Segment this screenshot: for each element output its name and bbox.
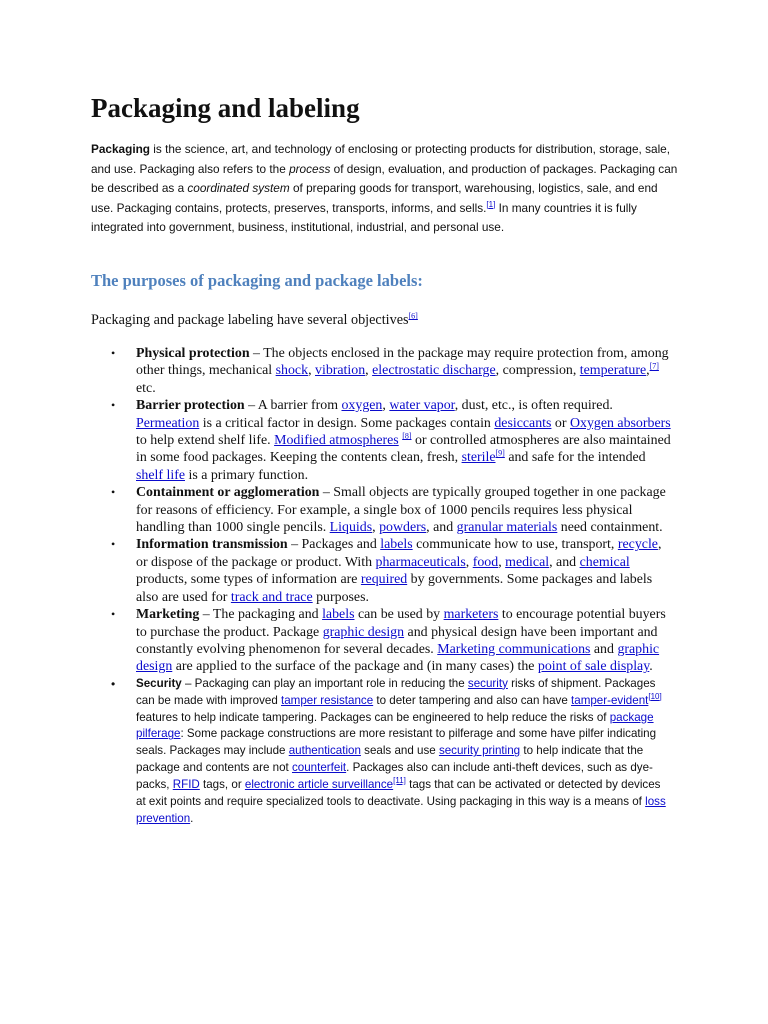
lead-text: Packaging and package labeling have several objectives (91, 312, 409, 328)
item-text: etc. (136, 380, 156, 396)
item-text: – Packaging can play an important role in reducing the (181, 676, 468, 690)
link-granular-materials[interactable]: granular materials (456, 520, 558, 536)
link-labels[interactable]: labels (380, 537, 413, 553)
item-text: . Packages also can include anti-theft devices, such as dye-packs, (136, 761, 653, 792)
purposes-list (91, 345, 671, 828)
item-text: , (646, 363, 650, 379)
item-text: , (365, 363, 373, 379)
citation-link[interactable]: [9] (495, 448, 505, 458)
link-security-printing[interactable]: security printing (438, 744, 521, 758)
bullet-icon: • (111, 398, 116, 413)
link-required[interactable]: required (360, 572, 408, 588)
link-permeation[interactable]: Permeation (136, 415, 200, 431)
section-heading: The purposes of packaging and package labels: (91, 271, 423, 290)
citation-link[interactable]: [1] (486, 199, 496, 209)
item-text: , (465, 554, 473, 570)
link-vibration[interactable]: vibration (315, 363, 366, 379)
link-tamper-resistance[interactable]: tamper resistance (281, 693, 374, 707)
item-text: – The objects enclosed in the package may require protection from, among other things, mechanical (136, 346, 669, 379)
item-term: Barrier protection (136, 398, 245, 414)
list-item-security (91, 676, 671, 828)
link-oxygen-absorbers[interactable]: Oxygen absorbers (569, 415, 671, 431)
item-text: seals and use (360, 744, 439, 758)
link-food[interactable]: food (472, 554, 499, 570)
item-text: and physical design have been important and constantly evolving phenomenon for several decades. (136, 624, 658, 657)
link-point-of-sale-display[interactable]: point of sale display (537, 659, 650, 675)
item-text: , dust, etc., is often required. (454, 398, 613, 414)
item-term: Containment or agglomeration (136, 485, 320, 501)
link-pharmaceuticals[interactable]: pharmaceuticals (375, 554, 466, 570)
link-labels[interactable]: labels (322, 607, 355, 623)
citation-link[interactable]: [10] (648, 691, 662, 701)
link-marketers[interactable]: marketers (443, 607, 499, 623)
link-loss-prevention[interactable]: loss prevention (136, 795, 666, 825)
item-text: , (498, 554, 506, 570)
link-package-pilferage[interactable]: package pilferage (136, 710, 654, 741)
list-item-marketing (91, 606, 671, 676)
item-text: and safe for the intended (504, 450, 646, 466)
item-text: , compression, (495, 363, 580, 379)
intro-text: In many countries it is fully integrated into government, business, institutional, industrial, and personal use. (91, 200, 637, 234)
intro-emphasis: coordinated system (187, 181, 290, 195)
item-text: , and (549, 554, 580, 570)
item-term: Physical protection (136, 346, 250, 361)
link-authentication[interactable]: authentication (288, 744, 361, 758)
bullet-icon: • (111, 537, 116, 552)
item-text: and (590, 641, 618, 657)
bullet-icon: • (111, 676, 116, 691)
item-text: to help extend shelf life. (136, 433, 275, 449)
intro-term: Packaging (91, 142, 151, 156)
item-text: . (649, 659, 653, 675)
link-marketing-communications[interactable]: Marketing communications (437, 641, 591, 657)
bullet-icon: • (111, 485, 116, 500)
bullet-icon: • (111, 607, 116, 622)
link-tamper-evident[interactable]: tamper-evident (571, 693, 649, 707)
link-security[interactable]: security (467, 676, 508, 690)
citation-link[interactable]: [6] (408, 311, 418, 321)
item-text: tags, or (199, 778, 245, 792)
link-graphic-design[interactable]: graphic design (136, 641, 660, 675)
item-text: can be used by (354, 607, 444, 623)
intro-emphasis: process (289, 161, 331, 176)
link-temperature[interactable]: temperature (579, 363, 647, 379)
item-text: risks of shipment. Packages can be made with improved (136, 676, 656, 707)
item-text: , or dispose of the package or product. With (136, 537, 662, 570)
link-track-and-trace[interactable]: track and trace (230, 589, 313, 605)
link-electronic-article-surveillance[interactable]: electronic article surveillance (244, 778, 394, 792)
item-text: , (372, 520, 380, 536)
item-term: Security (136, 676, 182, 690)
link-sterile[interactable]: sterile (461, 450, 496, 466)
item-text: – Small objects are typically grouped together in one package for reasons of efficiency. For example, a single box of 1000 pencils requires less physical handling than 1000 single pencils. (136, 485, 666, 536)
item-text: communicate how to use, transport, (412, 537, 618, 553)
link-modified-atmospheres[interactable]: Modified atmospheres (274, 433, 399, 449)
item-text: , (308, 363, 316, 379)
lead-sentence (91, 310, 418, 330)
item-text: . (190, 811, 194, 825)
item-text: , (382, 398, 390, 414)
link-electrostatic-discharge[interactable]: electrostatic discharge (372, 363, 496, 379)
link-powders[interactable]: powders (379, 520, 427, 536)
item-text: to help indicate that the package and contents are not (136, 744, 644, 775)
list-item-barrier-protection (91, 397, 671, 484)
link-shock[interactable]: shock (275, 363, 309, 379)
bullet-icon: • (111, 346, 116, 360)
item-text: by governments. Some packages and labels also are used for (136, 572, 653, 605)
page-title: Packaging and labeling (91, 93, 360, 123)
item-text: are applied to the surface of the package and (in many cases) the (172, 659, 538, 675)
item-text: – The packaging and (199, 607, 323, 623)
item-term: Marketing (136, 607, 200, 623)
citation-link[interactable]: [7] (649, 361, 659, 371)
list-item-containment (91, 484, 671, 536)
item-text: features to help indicate tampering. Packages can be engineered to help reduce the risks of (136, 710, 610, 724)
link-chemical[interactable]: chemical (579, 554, 630, 570)
link-desiccants[interactable]: desiccants (494, 415, 552, 431)
item-text: products, some types of information are (136, 572, 361, 588)
link-liquids[interactable]: Liquids (329, 520, 373, 536)
link-water-vapor[interactable]: water vapor (389, 398, 455, 414)
link-rfid[interactable]: RFID (172, 778, 200, 792)
item-text: to encourage potential buyers to purchase the product. Package (136, 607, 666, 640)
item-text: need containment. (557, 520, 663, 536)
item-term: Information transmission (136, 537, 288, 553)
link-recycle[interactable]: recycle (617, 537, 658, 553)
item-text: or controlled atmospheres are also maintained in some food packages. Keeping the contents clean, fresh, (136, 433, 671, 466)
citation-link[interactable]: [8] (402, 431, 412, 441)
list-item-physical-protection (91, 345, 671, 397)
item-text: – A barrier from (244, 398, 342, 414)
item-text: – Packages and (287, 537, 381, 553)
citation-link[interactable]: [11] (393, 776, 406, 786)
intro-paragraph (91, 140, 681, 238)
item-text: : Some package constructions are more resistant to pilferage and some have pilfer indicating seals. Packages may include (136, 727, 657, 758)
item-text: is a critical factor in design. Some packages contain (199, 415, 495, 431)
intro-text: of design, evaluation, and production of packages. Packaging can be described as a (91, 161, 678, 195)
item-text: is a primary function. (184, 467, 309, 483)
item-text: , and (426, 520, 457, 536)
intro-text: of preparing goods for transport, warehousing, logistics, sale, and end use. Packaging contains, protects, preserves, transports, informs, and sells. (91, 181, 658, 215)
link-counterfeit[interactable]: counterfeit (291, 761, 347, 775)
item-text: tags that can be activated or detected by devices at exit points and require specialized tools to deactivate. Using packaging in this way is a means of (136, 778, 661, 809)
item-text: or (551, 415, 570, 431)
link-graphic-design[interactable]: graphic design (322, 624, 405, 640)
link-shelf-life[interactable]: shelf life (136, 467, 185, 483)
link-oxygen[interactable]: oxygen (341, 398, 383, 414)
item-text: purposes. (312, 589, 369, 605)
item-text: to deter tampering and also can have (373, 693, 572, 707)
list-item-information-transmission (91, 536, 671, 606)
link-medical[interactable]: medical (505, 554, 550, 570)
intro-text: is the science, art, and technology of enclosing or protecting products for distribution, storage, sale, and use. Packaging also refers to the (91, 142, 671, 176)
